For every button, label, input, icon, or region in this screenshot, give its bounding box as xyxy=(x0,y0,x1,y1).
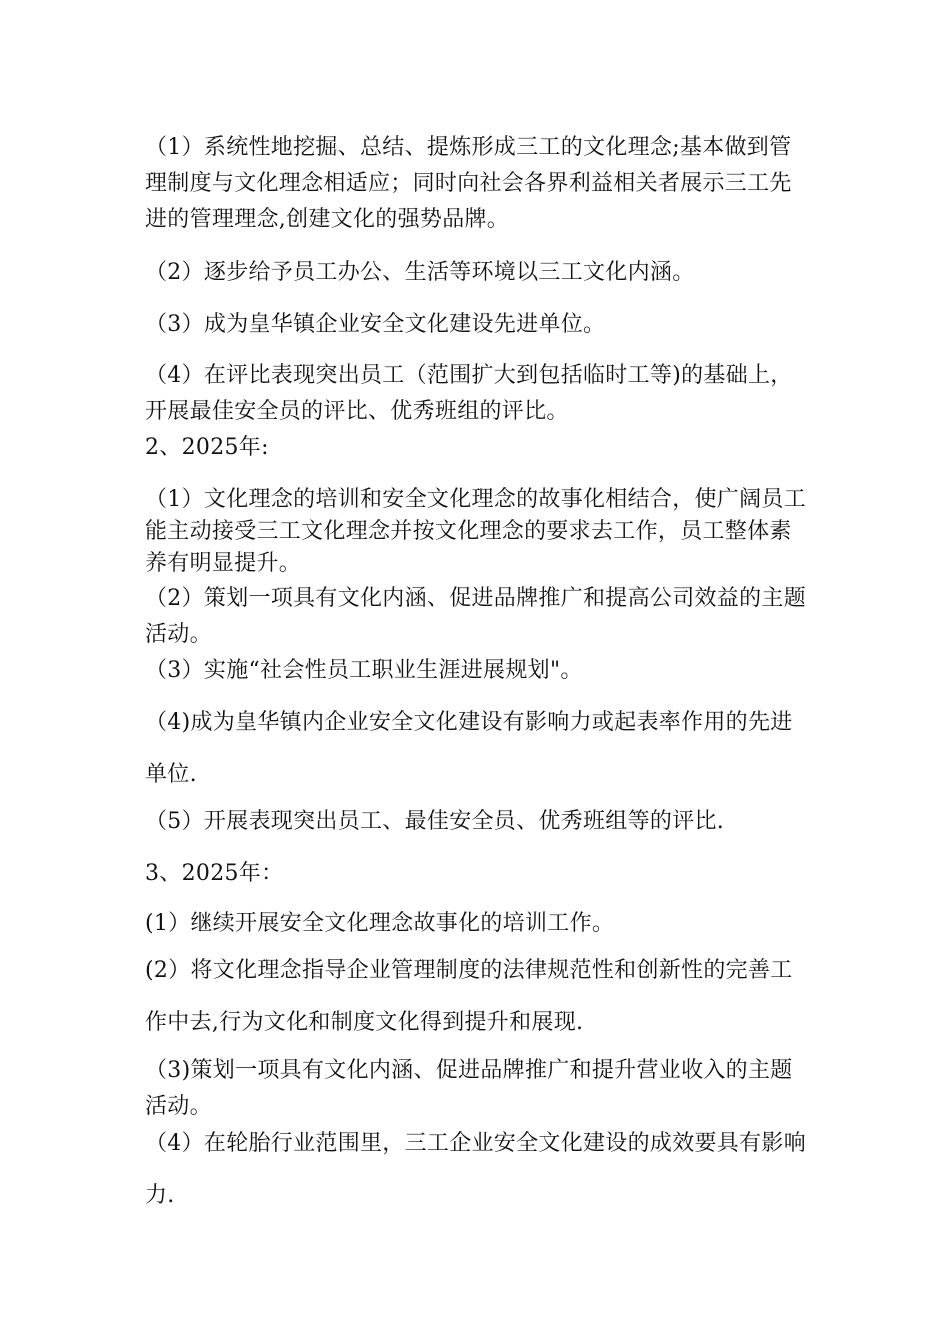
paragraph-goal-3-1: (1）继续开展安全文化理念故事化的培训工作。 xyxy=(145,911,615,936)
paragraph-goal-1-2: （2）逐步给予员工办公、生活等环境以三工文化内涵。 xyxy=(145,260,695,285)
paragraph-goal-2-5: （5）开展表现突出员工、最佳安全员、优秀班组等的评比. xyxy=(145,809,725,834)
paragraph-goal-2-2: （2）策划一项具有文化内涵、促进品牌推广和提高公司效益的主题活动。 xyxy=(145,586,806,647)
section-heading-2: 2、2025年: xyxy=(145,435,269,460)
paragraph-goal-2-4: （4)成为皇华镇内企业安全文化建设有影响力或起表率作用的先进单位. xyxy=(145,710,793,787)
paragraph-goal-1-3: （3）成为皇华镇企业安全文化建设先进单位。 xyxy=(145,312,606,337)
section-heading-3: 3、2025年： xyxy=(145,861,284,886)
paragraph-goal-3-4: （4）在轮胎行业范围里，三工企业安全文化建设的成效要具有影响力. xyxy=(145,1131,806,1208)
paragraph-goal-2-1: （1）文化理念的培训和安全文化理念的故事化相结合，使广阔员工能主动接受三工文化理念并按文化理念的要求去工作，员工整体素养有明显提升。 xyxy=(145,487,806,576)
paragraph-goal-3-3: （3)策划一项具有文化内涵、促进品牌推广和提升营业收入的主题活动。 xyxy=(145,1058,793,1119)
paragraph-goal-1-4: （4）在评比表现突出员工（范围扩大到包括临时工等)的基础上，开展最佳安全员的评比、优秀班组的评比。 xyxy=(145,363,793,424)
paragraph-goal-1-1: （1）系统性地挖掘、总结、提炼形成三工的文化理念;基本做到管理制度与文化理念相适应；同时向社会各界利益相关者展示三工先进的管理理念,创建文化的强势品牌。 xyxy=(145,135,792,232)
paragraph-goal-2-3: （3）实施“社会性员工职业生涯进展规划"。 xyxy=(145,658,583,683)
paragraph-goal-3-2: (2）将文化理念指导企业管理制度的法律规范性和创新性的完善工作中去,行为文化和制度文化得到提升和展现. xyxy=(145,958,793,1035)
